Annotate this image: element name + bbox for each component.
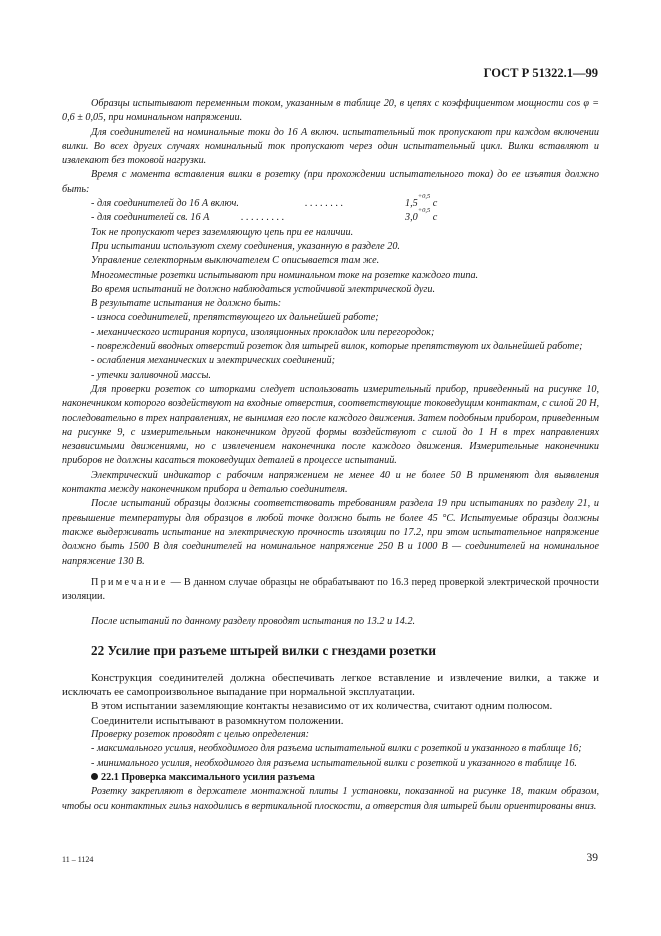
- time-row-dots: . . . . . . . .: [305, 198, 344, 210]
- note-text: — В данном случае образцы не обрабатывают по 16.3 перед проверкой электрической прочности изоляции.: [62, 576, 599, 603]
- time-row-label: - для соединителей св. 16 А: [91, 212, 210, 224]
- time-row-value: 3,0: [405, 212, 418, 224]
- time-row-tolerance: +0,5: [417, 193, 431, 201]
- time-row-unit: с: [432, 212, 438, 224]
- paragraph: Ток не пропускают через заземляющую цепь при ее наличии.: [91, 226, 354, 238]
- paragraph: После испытаний образцы должны соответствовать требованиям раздела 19 при испытаниях по разделу 21, и превышение температуры для образцов в любой точке должно быть не более 45 °С. Испытуемые образцы должны также выдерживать испытание на электрическую прочность изоляции по 17.2, при этом испытательное напряжение должно быть 1500 В для соединителей на номинальное напряжение 250 В и 1000 В — соединителей на номинальное напряжение 130 В.: [62, 498, 599, 567]
- paragraph: Во время испытаний не должно наблюдаться устойчивой электрической дуги.: [91, 283, 436, 295]
- subsection-heading: [62, 771, 599, 785]
- list-item: - механического истирания корпуса, изоляционных прокладок или перегородок;: [91, 326, 435, 338]
- list-item: - износа соединителей, препятствующего их дальнейшей работе;: [91, 312, 379, 324]
- paragraph: В результате испытания не должно быть:: [91, 298, 282, 310]
- time-row-dots: . . . . . . . . .: [241, 212, 285, 224]
- list-item: - ослабления механических и электрических соединений;: [91, 355, 336, 367]
- paragraph: Электрический индикатор с рабочим напряжением не менее 40 и не более 50 В применяют для выявления контакта между наконечником прибора и деталью соединителя.: [62, 469, 599, 496]
- note: [62, 576, 599, 605]
- time-row: [62, 193, 599, 211]
- paragraph: При испытании используют схему соединения, указанную в разделе 20.: [91, 240, 400, 252]
- paragraph: Для соединителей на номинальные токи до 16 А включ. испытательный ток пропускают при каждом включении вилки. Во всех других случаях номинальный ток пропускают через один испытательный цикл. Вилки вставляют и извлекают без токовой нагрузки.: [62, 126, 599, 167]
- list-item: - минимального усилия, необходимого для разъема испытательной вилки с розеткой и указанного в таблице 16.: [91, 757, 577, 769]
- time-row-value: 1,5: [405, 198, 418, 210]
- paragraph: Образцы испытывают переменным током, указанным в таблице 20, в цепях с коэффициентом мощности cos φ = 0,6 ± 0,05, при номинальном напряжении.: [62, 98, 599, 124]
- paragraph: В этом испытании заземляющие контакты независимо от их количества, считают одним полюсом.: [91, 700, 553, 713]
- page-body: [62, 97, 599, 814]
- paragraph: Время с момента вставления вилки в розетку (при прохождении испытательного тока) до ее изъятия должно быть:: [62, 169, 599, 195]
- paragraph: Конструкция соединителей должна обеспечивать легкое вставление и извлечение вилки, а также и исключать ее самопроизвольное выпадание при нормальной эксплуатации.: [62, 671, 599, 699]
- note-label: Примечание: [91, 576, 168, 588]
- print-code: 11 – 1124: [62, 855, 94, 864]
- section-heading: 22 Усилие при разъеме штырей вилки с гнездами розетки: [91, 642, 436, 658]
- paragraph: Проверку розеток проводят с целью определения:: [91, 729, 309, 741]
- list-item: - повреждений вводных отверстий розеток для штырей вилок, которые препятствуют их дальнейшей работе;: [91, 341, 583, 353]
- list-item: - утечки заливочной массы.: [91, 369, 211, 381]
- paragraph: Розетку закрепляют в держателе монтажной плиты 1 установки, показанной на рисунке 18, таким образом, чтобы оси контактных гильз находились в вертикальной плоскости, а отверстия для штырей были ориентированы вниз.: [62, 786, 599, 812]
- time-row: [62, 207, 599, 225]
- page-number: 39: [586, 852, 598, 864]
- time-row-tolerance: +0,5: [417, 207, 431, 215]
- paragraph: Соединители испытывают в разомкнутом положении.: [91, 714, 344, 727]
- paragraph: Управление селекторным выключателем С описывается там же.: [91, 255, 380, 267]
- standard-header: ГОСТ Р 51322.1—99: [483, 66, 598, 80]
- list-item: - максимального усилия, необходимого для разъема испытательной вилки с розеткой и указанного в таблице 16;: [91, 743, 582, 755]
- paragraph: Для проверки розеток со шторками следует использовать измерительный прибор, приведенный на рисунке 10, наконечником которого воздействуют на входные отверстия, соответствующие токоведущим контактам, с силой 20 Н, последовательно в трех направлениях, не вынимая его после каждого движения. Затем подобным прибором, приведенным на рисунке 9, с измерительным наконечником другой формы воздействуют с силой до 1 Н в трех направлениях независимыми движениями, но с извлечением наконечника после каждого движения. Измерительные наконечники приборов не должны касаться токоведущих деталей в процессе испытаний.: [62, 383, 599, 467]
- paragraph: Многоместные розетки испытывают при номинальном токе на розетке каждого типа.: [91, 269, 479, 281]
- paragraph: После испытаний по данному разделу проводят испытания по 13.2 и 14.2.: [91, 615, 416, 627]
- bullet-icon: [91, 773, 98, 780]
- time-row-label: - для соединителей до 16 А включ.: [91, 198, 239, 210]
- time-row-unit: с: [432, 198, 438, 210]
- subsection-heading-text: 22.1 Проверка максимального усилия разъема: [101, 771, 315, 783]
